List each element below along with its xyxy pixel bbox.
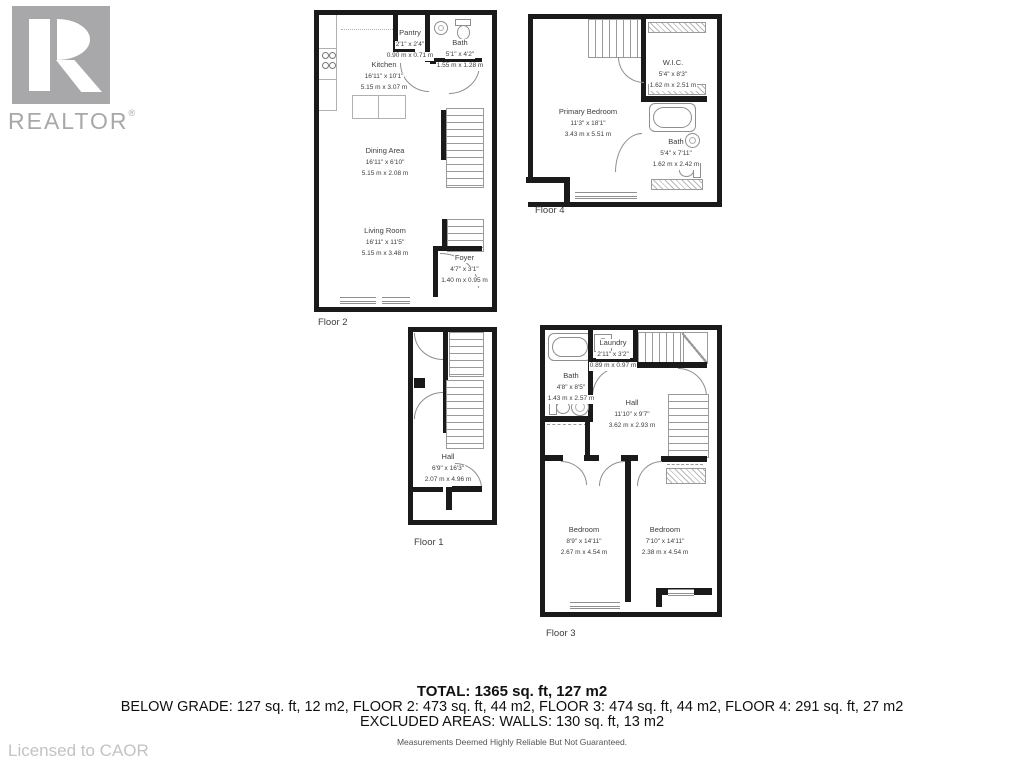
room-dim-metric: 0.90 m x 0.71 m <box>386 52 434 59</box>
room-name: Bedroom <box>568 525 600 534</box>
foyer-wall <box>433 246 482 251</box>
room-dim-metric: 1.62 m x 2.42 m <box>652 161 700 168</box>
room-name: Foyer <box>454 253 475 262</box>
bathtub-icon <box>649 103 696 132</box>
room-dim-metric: 1.40 m x 0.95 m <box>441 277 488 284</box>
floor3-label: Floor 3 <box>546 628 576 639</box>
room-name: Bedroom <box>649 525 681 534</box>
floor1-label: Floor 1 <box>414 537 444 548</box>
room-dim-imperial: 5'4" x 7'11" <box>660 149 692 157</box>
floor2-label: Floor 2 <box>318 317 348 328</box>
floor-breakdown-text: BELOW GRADE: 127 sq. ft, 12 m2, FLOOR 2: 473 sq. ft, 44 m2, FLOOR 3: 474 sq. ft, 44 m2, FLOOR 4: 291 sq. ft, 27 m2 <box>120 699 904 715</box>
registered-mark: ® <box>128 108 136 118</box>
floor3-notch-wall <box>656 588 662 607</box>
closet-shelf <box>648 22 706 33</box>
room-dim-metric: 0.89 m x 0.97 m <box>589 362 637 369</box>
stair-wall <box>633 362 707 368</box>
window <box>570 602 620 609</box>
room-dim-imperial: 8'9" x 14'11" <box>566 537 602 545</box>
room-dim-metric: 5.15 m x 3.48 m <box>361 250 409 257</box>
staircase <box>588 19 646 58</box>
stair-wall <box>661 456 707 462</box>
room-name: Primary Bedroom <box>558 107 618 116</box>
room-dim-imperial: 16'11" x 6'10" <box>365 158 405 166</box>
entry-wall <box>452 486 482 492</box>
room-name: Pantry <box>399 28 421 37</box>
closet-shelf <box>666 468 706 484</box>
room-dim-metric: 2.38 m x 4.54 m <box>641 549 689 556</box>
realtor-logo-word <box>8 108 148 135</box>
room-label-bedroom-right <box>630 524 700 558</box>
room-label-kitchen <box>334 59 434 93</box>
room-label-bedroom-left <box>549 524 619 558</box>
floor3-plan <box>540 325 722 617</box>
room-dim-metric: 2.67 m x 4.54 m <box>560 549 608 556</box>
closet-rod <box>547 424 587 425</box>
room-label-bath <box>545 370 597 404</box>
room-dim-imperial: 11'10" x 9'7" <box>614 410 650 418</box>
entry-wall <box>446 487 452 510</box>
room-label-bath <box>430 37 490 71</box>
room-dim-imperial: 4'7" x 3'1" <box>450 265 479 273</box>
room-name: Kitchen <box>371 60 397 69</box>
floor4-notch-wall <box>526 177 569 183</box>
window <box>340 297 376 304</box>
room-name: Dining Area <box>365 146 405 155</box>
room-dim-imperial: 6'9" x 16'3" <box>431 464 465 472</box>
realtor-r-stem <box>29 19 50 91</box>
room-dim-imperial: 16'11" x 10'1" <box>364 72 404 80</box>
staircase <box>446 108 484 188</box>
room-name: Hall <box>441 452 455 461</box>
hall-door-arc <box>678 368 707 397</box>
room-label-primary-bedroom <box>533 106 643 140</box>
room-dim-imperial: 16'11" x 11'5" <box>365 238 405 246</box>
floor4-label: Floor 4 <box>535 205 565 216</box>
room-dim-imperial: 2'11" x 3'2" <box>597 350 629 358</box>
realtor-r-bowl <box>57 19 90 60</box>
stove-burner-icon <box>329 52 336 59</box>
license-text: Licensed to CAOR <box>8 741 149 760</box>
floor3-notch <box>663 596 713 608</box>
closet-door-arc <box>414 333 443 360</box>
room-name: Bath <box>563 371 579 380</box>
room-dim-metric: 1.43 m x 2.57 m <box>547 395 595 402</box>
bedroom-door-arc <box>599 461 625 486</box>
room-label-hall <box>416 451 480 485</box>
closet-door-arc <box>414 392 443 419</box>
total-area-text: TOTAL: 1365 sq. ft, 127 m2 <box>416 683 608 700</box>
room-label-foyer <box>437 252 492 286</box>
room-dim-metric: 5.15 m x 3.07 m <box>360 84 408 91</box>
room-dim-imperial: 5'1" x 4'2" <box>445 50 475 58</box>
staircase <box>638 332 684 364</box>
kitchen-island <box>352 95 380 119</box>
staircase <box>449 332 484 377</box>
excluded-areas-text: EXCLUDED AREAS: WALLS: 130 sq. ft, 13 m2 <box>359 714 665 730</box>
room-name: W.I.C. <box>662 58 684 67</box>
room-dim-metric: 5.15 m x 2.08 m <box>361 170 409 177</box>
floor4-notch-wall <box>564 177 570 202</box>
wall-pillar <box>414 378 425 388</box>
room-dim-imperial: 4'8" x 8'5" <box>556 383 586 391</box>
realtor-logo-box-icon <box>12 6 110 104</box>
room-label-bath <box>644 136 708 170</box>
room-name: Laundry <box>599 338 627 347</box>
room-dim-metric: 3.43 m x 5.51 m <box>564 131 612 138</box>
window <box>575 192 637 199</box>
room-name: Hall <box>625 398 639 407</box>
room-name: Bath <box>668 137 684 146</box>
room-dim-imperial: 11'3" x 18'1" <box>570 119 606 127</box>
entry-wall <box>413 487 443 492</box>
staircase <box>668 394 709 458</box>
disclaimer-text: Measurements Deemed Highly Reliable But Not Guaranteed. <box>396 737 628 747</box>
room-label-wic <box>641 57 705 91</box>
bedroom-wall <box>584 455 599 461</box>
room-name: Living Room <box>364 226 406 235</box>
floor2-plan <box>314 10 497 312</box>
room-label-laundry <box>583 337 643 371</box>
realtor-logo <box>0 0 160 140</box>
bedroom-door-arc <box>637 461 662 486</box>
stove-burner-icon <box>322 62 329 69</box>
closet-rod <box>667 464 703 465</box>
realtor-r-leg <box>56 60 102 92</box>
realtor-text: REALTOR <box>8 108 129 134</box>
stair-winder <box>682 332 708 364</box>
room-dim-metric: 1.55 m x 1.28 m <box>436 62 484 69</box>
room-name: Bath <box>452 38 468 47</box>
window <box>668 589 694 596</box>
room-dim-metric: 1.62 m x 2.51 m <box>649 82 697 89</box>
bath-window-hatch <box>651 179 703 190</box>
room-dim-imperial: 7'10" x 14'11" <box>645 537 685 545</box>
area-summary <box>0 684 1024 747</box>
room-dim-metric: 2.07 m x 4.96 m <box>424 476 472 483</box>
room-dim-metric: 3.62 m x 2.93 m <box>608 422 656 429</box>
room-label-living <box>335 225 435 259</box>
floor1-plan <box>408 327 497 525</box>
room-dim-imperial: 2'1" x 2'4" <box>395 40 425 48</box>
bath-wall <box>641 96 707 102</box>
room-label-dining <box>330 145 440 179</box>
room-dim-imperial: 5'4" x 8'3" <box>658 70 688 78</box>
kitchen-island <box>378 95 406 119</box>
room-label-hall <box>600 397 664 431</box>
staircase <box>446 380 484 449</box>
window <box>382 297 410 304</box>
stove-burner-icon <box>322 52 329 59</box>
stair-wall <box>443 332 448 377</box>
bedroom-door-arc <box>561 461 587 485</box>
